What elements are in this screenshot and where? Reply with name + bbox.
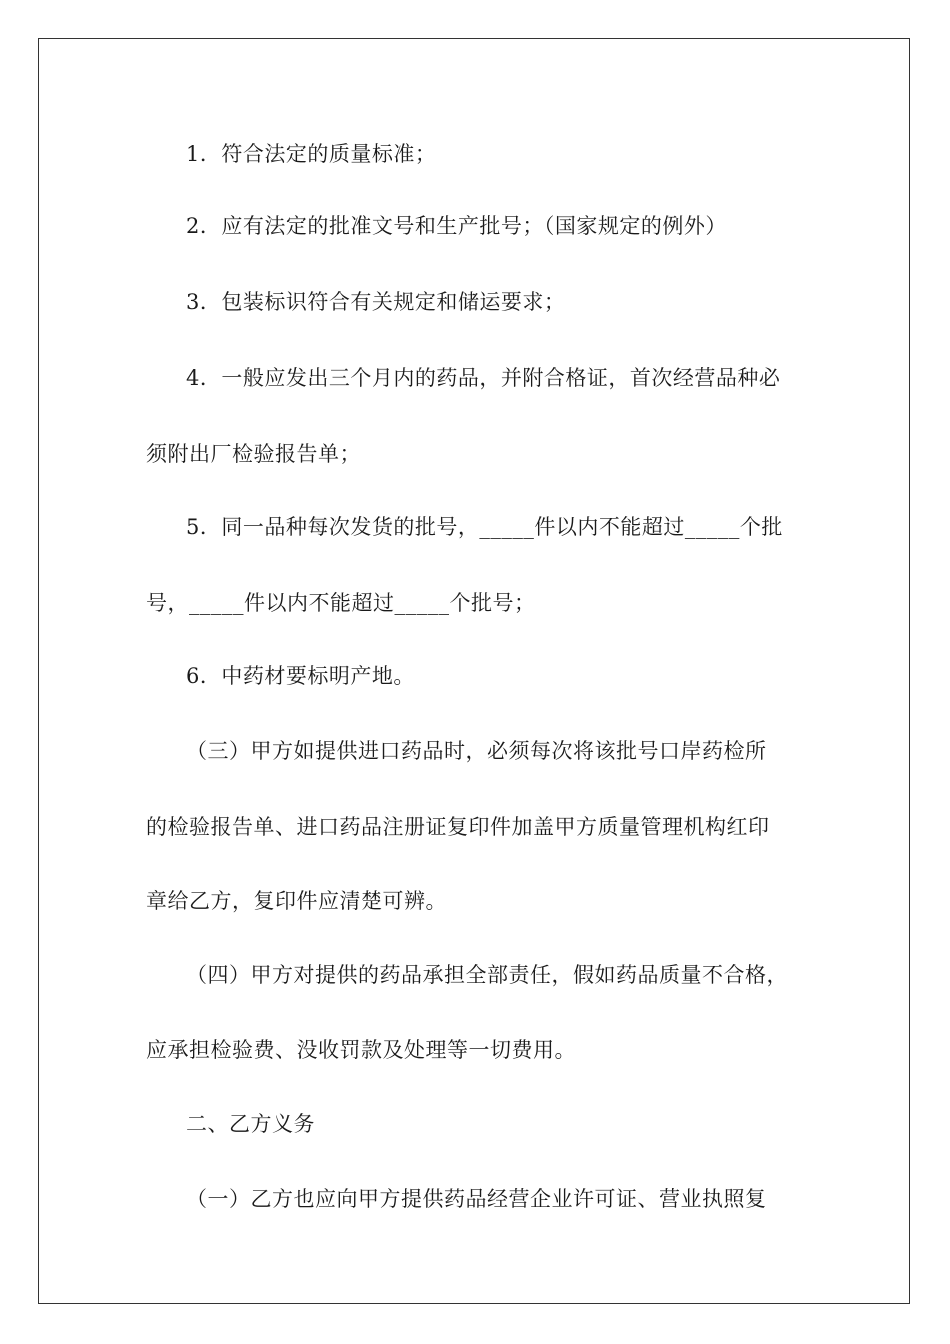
clause-4-line-1: 4．一般应发出三个月内的药品，并附合格证，首次经营品种必 bbox=[186, 366, 781, 390]
section-4-line-1: （四）甲方对提供的药品承担全部责任，假如药品质量不合格， bbox=[186, 963, 788, 987]
section-3-line-2: 的检验报告单、进口药品注册证复印件加盖甲方质量管理机构红印 bbox=[146, 815, 770, 839]
clause-6-origin: 6．中药材要标明产地。 bbox=[186, 664, 415, 688]
clause-4-line-2: 须附出厂检验报告单； bbox=[146, 442, 361, 466]
clause-5-line-1: 5．同一品种每次发货的批号，_____件以内不能超过_____个批 bbox=[186, 515, 783, 539]
section-4-line-2: 应承担检验费、没收罚款及处理等一切费用。 bbox=[146, 1038, 576, 1062]
section-3-line-1: （三）甲方如提供进口药品时，必须每次将该批号口岸药检所 bbox=[186, 739, 767, 763]
section-3-line-3: 章给乙方，复印件应清楚可辨。 bbox=[146, 889, 447, 913]
clause-3-packaging: 3．包装标识符合有关规定和储运要求； bbox=[186, 290, 566, 314]
heading-party-b-obligations: 二、乙方义务 bbox=[186, 1112, 315, 1136]
clause-5-line-2: 号，_____件以内不能超过_____个批号； bbox=[146, 591, 536, 615]
clause-2-approval-number: 2．应有法定的批准文号和生产批号；（国家规定的例外） bbox=[186, 214, 727, 238]
party-b-clause-1-line-1: （一）乙方也应向甲方提供药品经营企业许可证、营业执照复 bbox=[186, 1187, 767, 1211]
clause-1-quality-standard: 1．符合法定的质量标准； bbox=[186, 142, 437, 166]
